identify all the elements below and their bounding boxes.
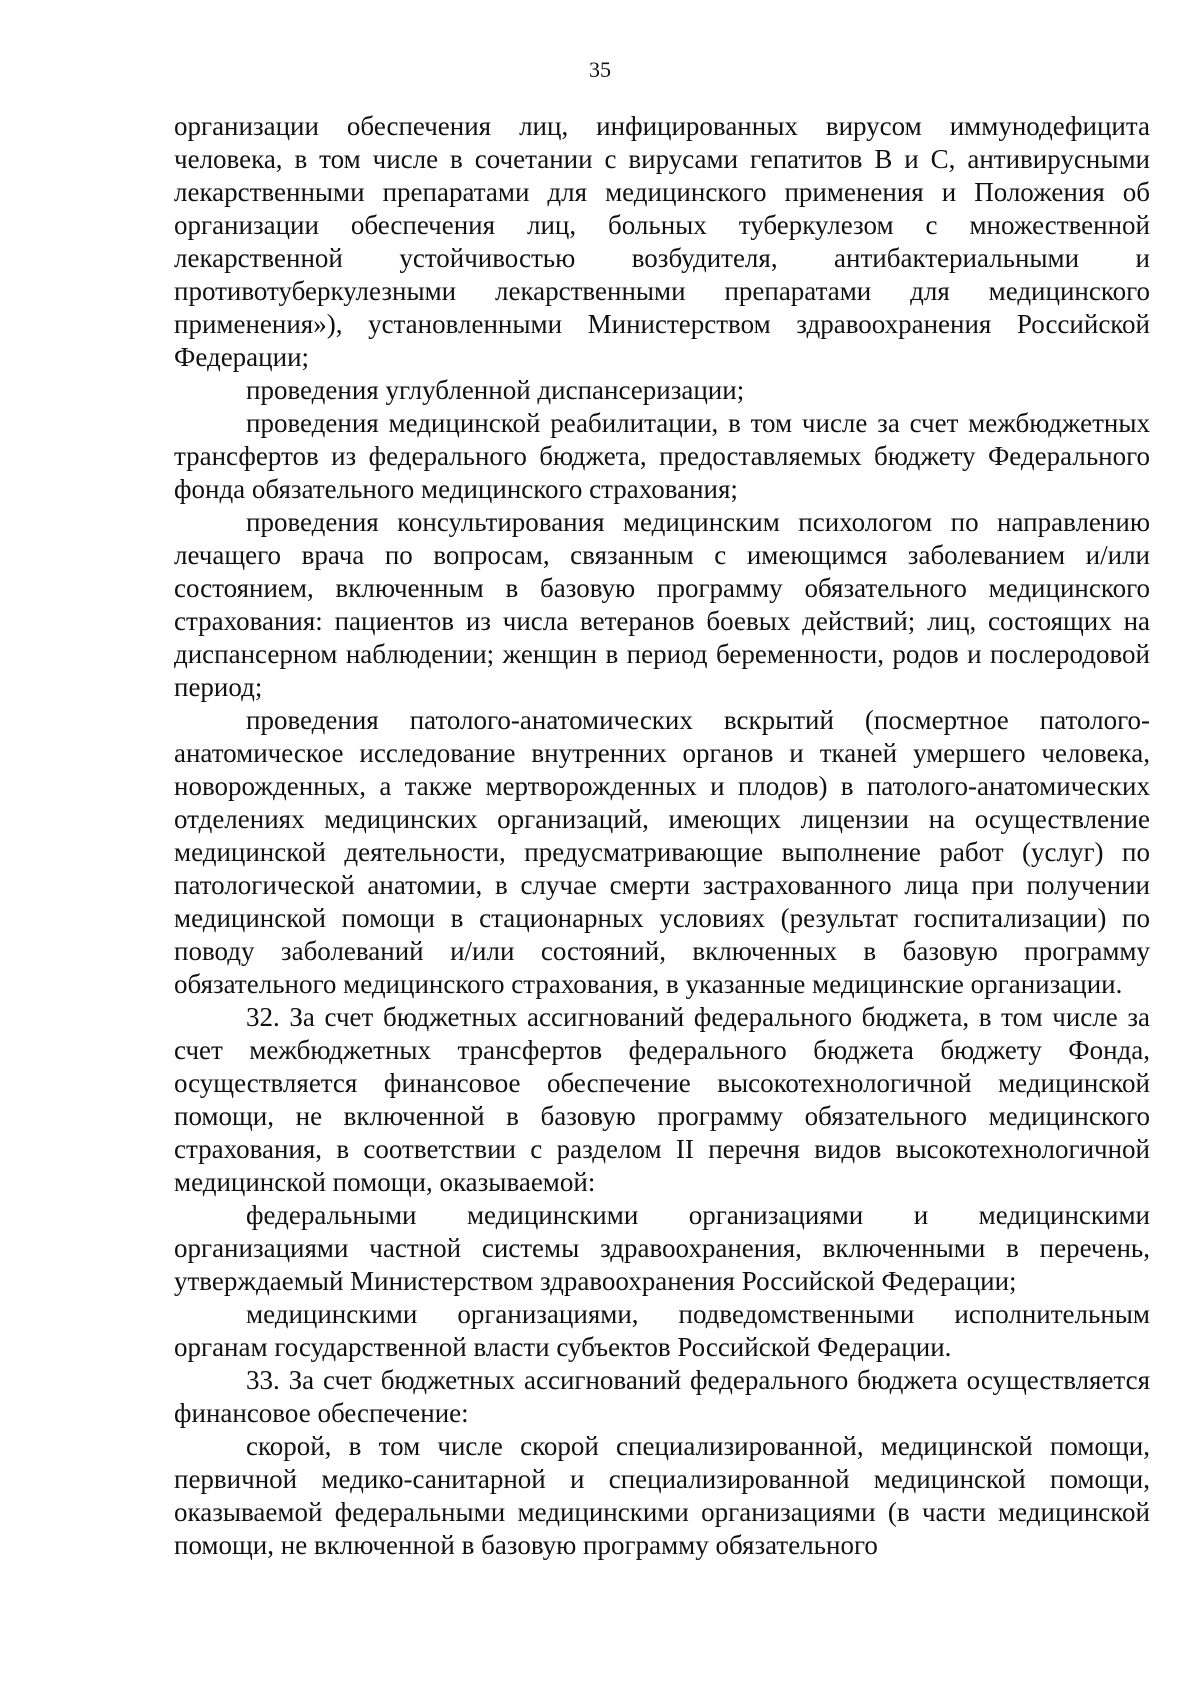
paragraph: организации обеспечения лиц, инфицированных вирусом иммунодефицита человека, в том числе в сочетании с вирусами гепатитов В и С, антивирусными лекарственными препаратами для медицинского применения и Положения об организации обеспечения лиц, больных туберкулезом с множественной лекарственной устойчивостью возбудителя, антибактериальными и противотуберкулезными лекарственными препаратами для медицинского применения»), установленными Министерством здравоохранения Российской Федерации; xyxy=(174,111,1150,372)
paragraph: проведения углубленной диспансеризации; xyxy=(246,375,745,405)
paragraph: проведения патолого-анатомических вскрытий (посмертное патолого-анатомическое исследование внутренних органов и тканей умершего человека, новорожденных, а также мертворожденных и плодов) в патолого-анатомических отделениях медицинских организаций, имеющих лицензии на осуществление медицинской деятельности, предусматривающие выполнение работ (услуг) по патологической анатомии, в случае смерти застрахованного лица при получении медицинской помощи в стационарных условиях (результат госпитализации) по поводу заболеваний и/или состояний, включенных в базовую программу обязательного медицинского страхования, в указанные медицинские организации. xyxy=(174,705,1150,999)
paragraph: 32. За счет бюджетных ассигнований федерального бюджета, в том числе за счет межбюджетных трансфертов федерального бюджета бюджету Фонда, осуществляется финансовое обеспечение высокотехнологичной медицинской помощи, не включенной в базовую программу обязательного медицинского страхования, в соответствии с разделом II перечня видов высокотехнологичной медицинской помощи, оказываемой: xyxy=(174,1002,1150,1197)
page-number: 35 xyxy=(589,57,611,82)
paragraph: проведения медицинской реабилитации, в том числе за счет межбюджетных трансфертов из федерального бюджета, предоставляемых бюджету Федерального фонда обязательного медицинского страхования; xyxy=(174,408,1150,504)
paragraph: медицинскими организациями, подведомственными исполнительным органам государственной власти субъектов Российской Федерации. xyxy=(174,1299,1150,1362)
document-body xyxy=(174,110,1150,1562)
paragraph: проведения консультирования медицинским психологом по направлению лечащего врача по вопросам, связанным с имеющимся заболеванием и/или состоянием, включенным в базовую программу обязательного медицинского страхования: пациентов из числа ветеранов боевых действий; лиц, состоящих на диспансерном наблюдении; женщин в период беременности, родов и послеродовой период; xyxy=(174,507,1150,702)
paragraph: федеральными медицинскими организациями и медицинскими организациями частной системы здравоохранения, включенными в перечень, утверждаемый Министерством здравоохранения Российской Федерации; xyxy=(174,1200,1150,1296)
paragraph: 33. За счет бюджетных ассигнований федерального бюджета осуществляется финансовое обеспечение: xyxy=(174,1365,1150,1428)
paragraph: скорой, в том числе скорой специализированной, медицинской помощи, первичной медико-санитарной и специализированной медицинской помощи, оказываемой федеральными медицинскими организациями (в части медицинской помощи, не включенной в базовую программу обязательного xyxy=(174,1431,1150,1560)
